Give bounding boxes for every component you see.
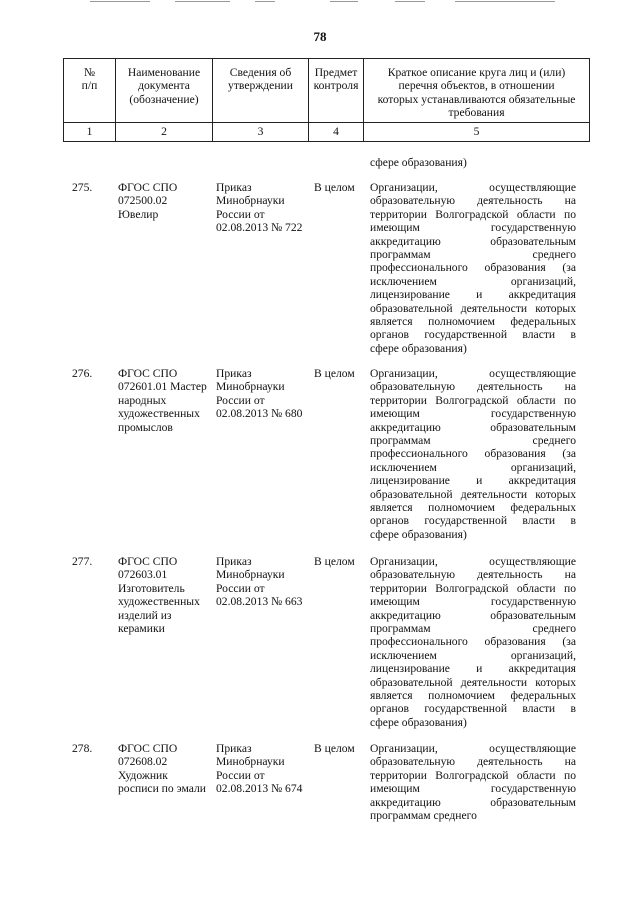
column-number: 1 xyxy=(64,122,116,141)
column-number: 4 xyxy=(309,122,364,141)
document-name-line: изделий из xyxy=(118,608,172,622)
approval-info-line: 02.08.2013 № 674 xyxy=(216,782,303,796)
document-name-line: керамики xyxy=(118,622,165,636)
header-row xyxy=(64,59,590,123)
approval-info-line: 02.08.2013 № 722 xyxy=(216,221,303,235)
description-line: образовательную деятельность на xyxy=(370,568,576,582)
description-line: Организации, осуществляющие xyxy=(370,367,576,380)
document-name-line: 072608.02 xyxy=(118,755,168,769)
approval-info-line: Приказ xyxy=(216,742,252,755)
document-name-line: Ювелир xyxy=(118,207,159,221)
document-name-line: 072603.01 xyxy=(118,568,168,582)
approval-info-line: Приказ xyxy=(216,555,252,568)
description-line: сфере образования) xyxy=(370,341,467,355)
description-line: аккредитацию образовательным xyxy=(370,795,576,809)
approval-info-line: России от xyxy=(216,393,265,407)
control-subject: В целом xyxy=(314,742,355,755)
description-line: программам среднего xyxy=(370,809,477,823)
description-line: исключением организаций, xyxy=(370,274,576,288)
description-line: является полномочием федеральных xyxy=(370,689,576,703)
approval-info xyxy=(216,555,312,609)
document-name-line: 072601.01 Мастер xyxy=(118,380,207,394)
document-name xyxy=(118,367,210,434)
description xyxy=(370,742,576,822)
description-line: образовательную деятельность на xyxy=(370,194,576,208)
description-line: аккредитацию образовательным xyxy=(370,608,576,622)
document-name xyxy=(118,181,210,221)
document-name-line: ФГОС СПО xyxy=(118,742,178,755)
description-line: Организации, осуществляющие xyxy=(370,555,576,568)
document-name-line: Художник xyxy=(118,768,168,782)
page-number: 78 xyxy=(313,29,327,44)
document-name-line: ФГОС СПО xyxy=(118,181,178,194)
description-line: территории Волгоградской области по xyxy=(370,581,576,595)
description-line: имеющим государственную xyxy=(370,782,576,796)
document-name-line: росписи по эмали xyxy=(118,782,206,796)
document-name-line: Изготовитель xyxy=(118,581,185,595)
description xyxy=(370,555,576,729)
description-line: аккредитацию образовательным xyxy=(370,234,576,248)
description-line: имеющим государственную xyxy=(370,221,576,235)
control-subject: В целом xyxy=(314,555,355,568)
table-header xyxy=(63,58,590,142)
row-number: 277. xyxy=(72,555,93,568)
description-line: является полномочием федеральных xyxy=(370,315,576,329)
description-line: территории Волгоградской области по xyxy=(370,393,576,407)
description-line: сфере образования) xyxy=(370,527,467,541)
description-line: лицензирование и аккредитация xyxy=(370,662,576,676)
column-number: 5 xyxy=(364,122,590,141)
document-name-line: художественных xyxy=(118,595,200,609)
document-name-line: ФГОС СПО xyxy=(118,555,178,568)
approval-info xyxy=(216,367,312,421)
approval-info-line: России от xyxy=(216,581,265,595)
description-line: Организации, осуществляющие xyxy=(370,181,576,194)
description-line: органов государственной власти в xyxy=(370,514,576,528)
description-line: программам среднего xyxy=(370,622,576,636)
approval-info-line: Минобрнауки xyxy=(216,380,285,394)
description-line: образовательную деятельность на xyxy=(370,380,576,394)
approval-info-line: Минобрнауки xyxy=(216,194,285,208)
approval-info-line: 02.08.2013 № 663 xyxy=(216,595,303,609)
header-col-approval: Сведения об утверждении xyxy=(213,59,309,123)
approval-info-line: Приказ xyxy=(216,181,252,194)
header-col-document: Наименование документа (обозначение) xyxy=(116,59,213,123)
description-line: образовательную деятельность на xyxy=(370,755,576,769)
document-name-line: художественных xyxy=(118,407,200,421)
description-line: аккредитацию образовательным xyxy=(370,420,576,434)
description-line: лицензирование и аккредитация xyxy=(370,474,576,488)
description-line: территории Волгоградской области по xyxy=(370,768,576,782)
description-line: образовательной деятельности которых xyxy=(370,487,576,501)
header-col-subject: Предмет контроля xyxy=(309,59,364,123)
column-number: 3 xyxy=(213,122,309,141)
control-subject: В целом xyxy=(314,181,355,194)
description-line: образовательной деятельности которых xyxy=(370,675,576,689)
description-line: образовательной деятельности которых xyxy=(370,301,576,315)
continuation-text: сфере образования) xyxy=(370,156,467,169)
description-line: органов государственной власти в xyxy=(370,328,576,342)
control-subject: В целом xyxy=(314,367,355,380)
description-line: исключением организаций, xyxy=(370,648,576,662)
row-number: 275. xyxy=(72,181,93,194)
description-line: является полномочием федеральных xyxy=(370,501,576,515)
description-line: профессионального образования (за xyxy=(370,261,576,275)
row-number: 276. xyxy=(72,367,93,380)
header-col-number: № п/п xyxy=(64,59,116,123)
description xyxy=(370,367,576,541)
document-name-line: 072500.02 xyxy=(118,194,168,208)
description-line: исключением организаций, xyxy=(370,460,576,474)
description-line: сфере образования) xyxy=(370,715,467,729)
description-line: программам среднего xyxy=(370,434,576,448)
row-number: 278. xyxy=(72,742,93,755)
document-name-line: промыслов xyxy=(118,420,173,434)
approval-info-line: России от xyxy=(216,768,265,782)
approval-info-line: Минобрнауки xyxy=(216,568,285,582)
approval-info-line: 02.08.2013 № 680 xyxy=(216,407,303,421)
description-line: лицензирование и аккредитация xyxy=(370,288,576,302)
document-name xyxy=(118,742,210,796)
description-line: программам среднего xyxy=(370,248,576,262)
description-line: профессионального образования (за xyxy=(370,635,576,649)
document-name-line: народных xyxy=(118,393,167,407)
header-col-description: Краткое описание круга лиц и (или) перечня объектов, в отношении которых устанавливаются обязательные требования xyxy=(364,59,590,123)
description-line: Организации, осуществляющие xyxy=(370,742,576,755)
column-number-row xyxy=(64,122,590,141)
description-line: территории Волгоградской области по xyxy=(370,207,576,221)
document-name xyxy=(118,555,210,635)
description xyxy=(370,181,576,355)
approval-info xyxy=(216,181,312,235)
approval-info xyxy=(216,742,312,796)
document-name-line: ФГОС СПО xyxy=(118,367,178,380)
scan-edge-artifact xyxy=(0,0,640,6)
approval-info-line: России от xyxy=(216,207,265,221)
description-line: органов государственной власти в xyxy=(370,702,576,716)
description-line: имеющим государственную xyxy=(370,595,576,609)
approval-info-line: Минобрнауки xyxy=(216,755,285,769)
description-line: профессионального образования (за xyxy=(370,447,576,461)
approval-info-line: Приказ xyxy=(216,367,252,380)
description-line: имеющим государственную xyxy=(370,407,576,421)
column-number: 2 xyxy=(116,122,213,141)
